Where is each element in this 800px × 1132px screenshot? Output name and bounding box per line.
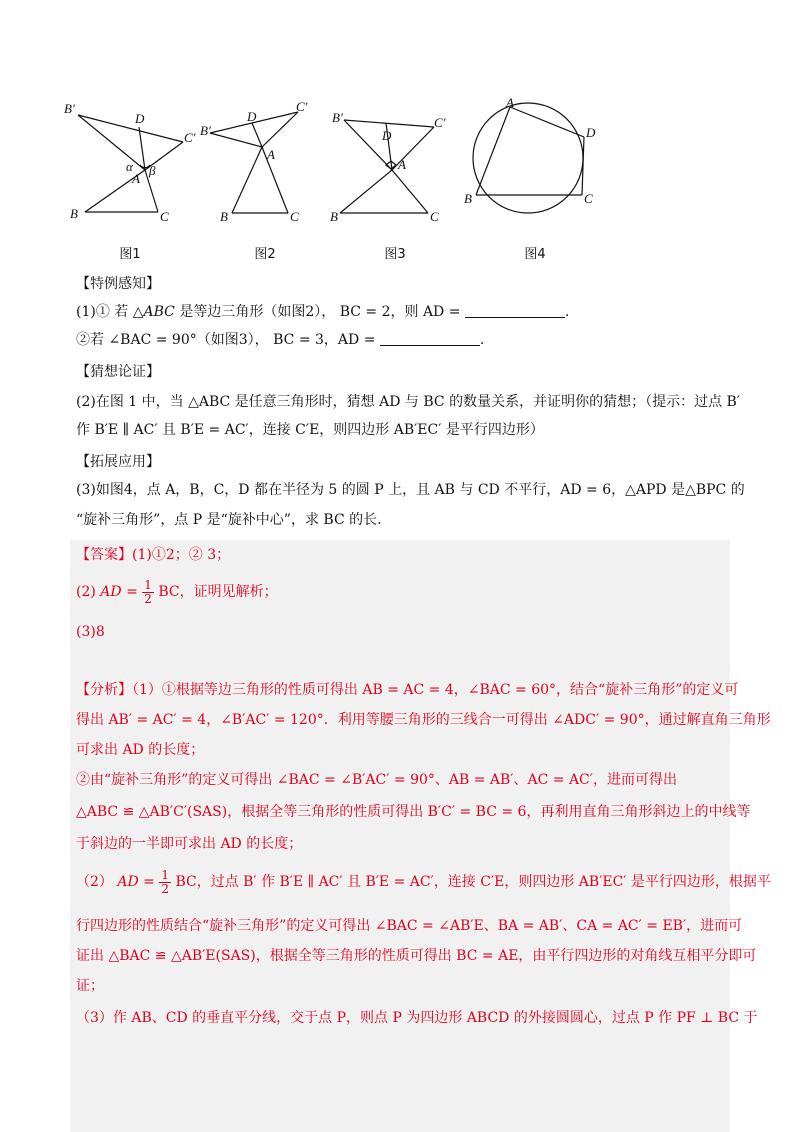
fig2-label-bprime: B′ (200, 123, 211, 138)
analysis-line5: △ABC ≌ △AB′C′(SAS)，根据全等三角形的性质可得出 B′C′ = BC = 6，再利用直角三角形斜边上的中线等 (76, 804, 751, 820)
figure-1-diagram (60, 95, 200, 235)
analysis-line2: 得出 AB′ = AC′ = 4，∠B′AC′ = 120°．利用等腰三角形的三线合一可得出 ∠ADC′ = 90°，通过解直角三角形 (76, 712, 771, 728)
answer-3: (3)8 (76, 624, 105, 640)
figure-3-caption: 图3 (384, 247, 406, 262)
answer-line2 (76, 578, 726, 606)
fig2-label-d: D (247, 109, 257, 124)
figure-4 (460, 95, 610, 262)
answer-line1 (76, 545, 726, 565)
q1b-prefix: ②若 ∠BAC = 90°（如图3）， (76, 332, 269, 348)
answer-2-fraction: $\frac{1}{2}$ (144, 577, 152, 606)
fig4-label-b: B (464, 191, 472, 206)
fig3-label-bprime: B′ (332, 110, 343, 125)
analysis-label: 【分析】 (76, 682, 132, 698)
fig2-label-b: B (220, 209, 228, 224)
fig1-label-d: D (135, 111, 145, 126)
figure-3 (330, 95, 460, 262)
analysis-line6: 于斜边的一半即可求出 AD 的长度； (76, 836, 303, 852)
question-2-line1: (2)在图 1 中，当 △ABC 是任意三角形时，猜想 AD 与 BC 的数量关系，并证明你的猜想；（提示：过点 B′ (76, 394, 740, 410)
answer-2-post: BC，证明见解析； (158, 584, 278, 600)
analysis-line9: 证出 △BAC ≌ △AB′E(SAS)，根据全等三角形的性质可得出 BC = AE，由平行四边形的对角线互相平分即可 (76, 948, 757, 964)
analysis-line10: 证； (76, 978, 104, 994)
q1a-prefix: (1)① 若 (76, 304, 129, 320)
answer-2-prefix: (2) (76, 584, 96, 600)
fig4-label-d: D (586, 125, 596, 140)
figure-2 (200, 95, 330, 262)
q1b-answer-blank[interactable] (380, 331, 480, 346)
fig2-label-c: C (290, 209, 299, 224)
analysis-line4: ②由“旋补三角形”的定义可得出 ∠BAC = ∠B′AC′ = 90°、AB = AB′、AC = AC′，进而可得出 (76, 772, 677, 788)
section-conjecture: 【猜想论证】 (76, 364, 160, 380)
analysis-line3: 可求出 AD 的长度； (76, 742, 205, 758)
figure-1 (60, 95, 200, 262)
figure-row (60, 95, 740, 265)
fig1-label-cprime: C′ (184, 130, 196, 145)
fig3-label-b: B (330, 209, 338, 224)
fig3-label-d: D (382, 128, 392, 143)
answer-1: (1)①2；② 3； (132, 547, 231, 563)
q1b-bc: BC = 3，AD = (273, 332, 376, 348)
fig1-label-alpha: α (126, 159, 133, 174)
q1a-middle: 是等边三角形（如图2）， (179, 304, 336, 320)
figure-2-diagram (200, 95, 330, 235)
answer-2-lhs: AD = (100, 584, 138, 600)
answer-label: 【答案】 (76, 547, 132, 563)
question-3-line1: (3)如图4，点 A，B，C，D 都在半径为 5 的圆 P 上，且 AB 与 CD 不平行，AD = 6，△APD 是△BPC 的 (76, 482, 745, 498)
question-3-line2: “旋补三角形”，点 P 是“旋补中心”，求 BC 的长. (76, 512, 382, 528)
fig2-label-cprime: C′ (296, 99, 308, 114)
analysis-fraction: $\frac{1}{2}$ (161, 867, 169, 896)
fig1-label-c: C (160, 209, 169, 224)
fig4-label-a: A (506, 95, 514, 110)
fig2-label-a: A (267, 147, 275, 162)
fig1-label-bprime: B′ (64, 101, 75, 116)
question-2-line2: 作 B′E ∥ AC′ 且 B′E = AC′，连接 C′E，则四边形 AB′EC′ 是平行四边形） (76, 422, 544, 438)
analysis-line7: （2） AD = $\frac{1}{2}$ BC，过点 B′ 作 B′E ∥ AC′ 且 B′E = AC′，连接 C′E，则四边形 AB′EC′ 是平行四边形，根据平 (76, 867, 771, 896)
figure-1-caption: 图1 (119, 247, 141, 262)
figure-4-caption: 图4 (524, 247, 546, 262)
analysis-line11: （3）作 AB、CD 的垂直平分线，交于点 P，则点 P 为四边形 ABCD 的外接圆圆心，过点 P 作 PF ⊥ BC 于 (76, 1010, 758, 1026)
section-special: 【特例感知】 (76, 276, 160, 292)
analysis-line8: 行四边形的性质结合“旋补三角形”的定义可得出 ∠BAC = ∠AB′E、BA = AB′、CA = AC′ = EB′，进而可 (76, 918, 743, 934)
fig3-label-cprime: C′ (434, 115, 446, 130)
section-extension: 【拓展应用】 (76, 454, 160, 470)
fig1-label-beta: β (149, 163, 156, 178)
figure-4-diagram (460, 95, 610, 235)
fig3-label-c: C (430, 209, 439, 224)
fig1-label-a: A (132, 171, 140, 186)
figure-3-diagram (330, 95, 460, 235)
fig3-label-a: A (398, 157, 406, 172)
question-1a: (1)① 若 △ABC 是等边三角形（如图2）， BC = 2，则 AD = . (76, 304, 570, 320)
fig4-label-c: C (584, 191, 593, 206)
figure-2-caption: 图2 (254, 247, 276, 262)
fig1-label-b: B (70, 206, 78, 221)
q1a-answer-blank[interactable] (465, 303, 565, 318)
analysis-line1: 【分析】（1）①根据等边三角形的性质可得出 AB = AC = 4，∠BAC = 60°，结合“旋补三角形”的定义可 (76, 682, 739, 698)
q1a-bc: BC = 2，则 AD = (339, 304, 461, 320)
question-1b: ②若 ∠BAC = 90°（如图3）， BC = 3，AD = . (76, 332, 485, 348)
